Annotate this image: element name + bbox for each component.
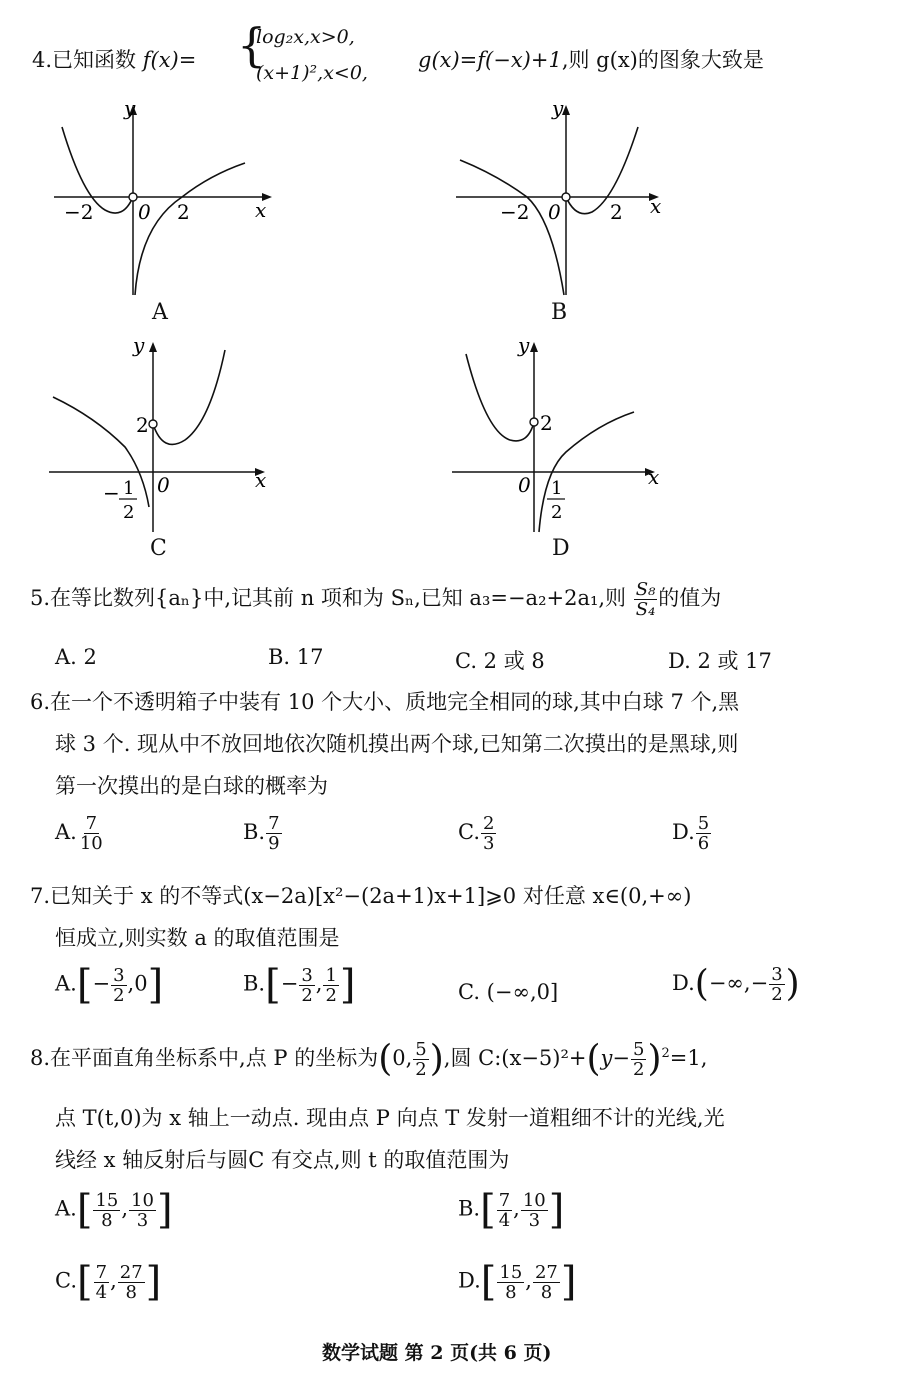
graph-d-half-den: 2: [551, 502, 563, 523]
graph-a-x-label: x: [255, 198, 267, 222]
graph-b-tick-2: 2: [610, 200, 623, 224]
q4-piece-2: (x+1)²,x<0,: [256, 62, 368, 84]
graph-b-label: B: [551, 300, 568, 325]
graph-c-x-label: x: [255, 468, 267, 492]
graph-c-y-label: y: [133, 333, 145, 357]
q7-option-c: C. (−∞,0]: [458, 980, 559, 1004]
graph-c-half-num: 1: [123, 478, 135, 499]
q5-option-d: D. 2 或 17: [668, 649, 772, 673]
graph-b-x-label: x: [650, 194, 662, 218]
q6-option-c: C. $\frac{2}{3}$: [458, 813, 495, 854]
graph-d-label: D: [552, 536, 570, 561]
q4-stem: 4.已知函数 f(x)=: [32, 48, 197, 72]
graph-c-tick-2: 2: [136, 413, 149, 437]
q7-line-1: 7.已知关于 x 的不等式(x−2a)[x²−(2a+1)x+1]⩾0 对任意 x∈(0,+∞): [30, 884, 692, 908]
q8-option-d: D.[ $\frac{15}{8}$ , $\frac{27}{8}$ ]: [458, 1259, 577, 1305]
piecewise-brace: {: [237, 18, 267, 72]
q5-option-a: A. 2: [55, 645, 97, 669]
q6-line-3: 第一次摸出的是白球的概率为: [55, 774, 328, 798]
graph-a-label: A: [152, 300, 168, 325]
q8-option-a: A.[ $\frac{15}{8}$ , $\frac{10}{3}$ ]: [55, 1187, 173, 1233]
q4-piece-1: log₂x,x>0,: [256, 26, 355, 48]
graph-c: [45, 332, 285, 537]
graph-d-tick-0: 0: [518, 473, 531, 497]
q8-option-c: C.[ $\frac{7}{4}$ , $\frac{27}{8}$ ]: [55, 1259, 162, 1305]
graph-c-label: C: [150, 536, 167, 561]
graph-b: [452, 95, 682, 300]
q7-option-d: D.(−∞,− $\frac{3}{2}$ ): [672, 963, 800, 1005]
graph-b-tick-0: 0: [548, 200, 561, 224]
q8-line-2: 点 T(t,0)为 x 轴上一动点. 现由点 P 向点 T 发射一道粗细不计的光线,光: [55, 1106, 725, 1130]
q7-option-a: A.[− $\frac{3}{2}$ ,0]: [55, 962, 164, 1008]
q6-option-a: A. $\frac{7}{10}$: [55, 813, 103, 854]
q6-option-b: B. $\frac{7}{9}$: [243, 813, 280, 854]
q5-fraction: $\frac{\text{S₈}}{\text{S₄}}$: [635, 579, 656, 620]
graph-a-tick-neg2: −2: [64, 200, 94, 224]
graph-a-tick-0: 0: [138, 200, 151, 224]
q8-option-b: B.[ $\frac{7}{4}$ , $\frac{10}{3}$ ]: [458, 1187, 565, 1233]
graph-c-neg-sign: −: [103, 481, 120, 505]
graph-c-half-den: 2: [123, 502, 135, 523]
graph-d-half-num: 1: [551, 478, 563, 499]
graph-d-tick-2: 2: [540, 411, 553, 435]
q4-g-def: g(x)=f(−x)+1,则 g(x)的图象大致是: [418, 48, 764, 72]
graph-b-y-label: y: [552, 96, 564, 120]
graph-d-x-label: x: [648, 465, 660, 489]
graph-d-y-label: y: [518, 333, 530, 357]
q7-line-2: 恒成立,则实数 a 的取值范围是: [55, 926, 340, 950]
graph-a-tick-2: 2: [177, 200, 190, 224]
q5-option-c: C. 2 或 8: [455, 649, 545, 673]
graph-a: [50, 95, 280, 300]
q7-option-b: B.[− $\frac{3}{2}$ , $\frac{1}{2}$ ]: [243, 962, 356, 1008]
q6-line-1: 6.在一个不透明箱子中装有 10 个大小、质地完全相同的球,其中白球 7 个,黑: [30, 690, 740, 714]
q6-option-d: D. $\frac{5}{6}$: [672, 813, 710, 854]
graph-c-tick-0: 0: [157, 473, 170, 497]
q8-line-3: 线经 x 轴反射后与圆C 有交点,则 t 的取值范围为: [55, 1148, 510, 1172]
graph-b-tick-neg2: −2: [500, 200, 530, 224]
q5-stem: 5.在等比数列{aₙ}中,记其前 n 项和为 Sₙ,已知 a₃=−a₂+2a₁,则 $\frac{\text{S₈}}{\text{S₄}}$ 的值为: [30, 579, 722, 620]
q5-option-b: B. 17: [268, 645, 324, 669]
page-footer: 数学试题 第 2 页(共 6 页): [322, 1342, 552, 1364]
q8-line-1: 8.在平面直角坐标系中,点 P 的坐标为(0, $\frac{5}{2}$ ),圆 C:(x−5)²+(y− $\frac{5}{2}$ )$^2$=1,: [30, 1038, 708, 1080]
graph-d: [448, 332, 678, 537]
q6-line-2: 球 3 个. 现从中不放回地依次随机摸出两个球,已知第二次摸出的是黑球,则: [55, 732, 739, 756]
graph-a-y-label: y: [124, 96, 136, 120]
